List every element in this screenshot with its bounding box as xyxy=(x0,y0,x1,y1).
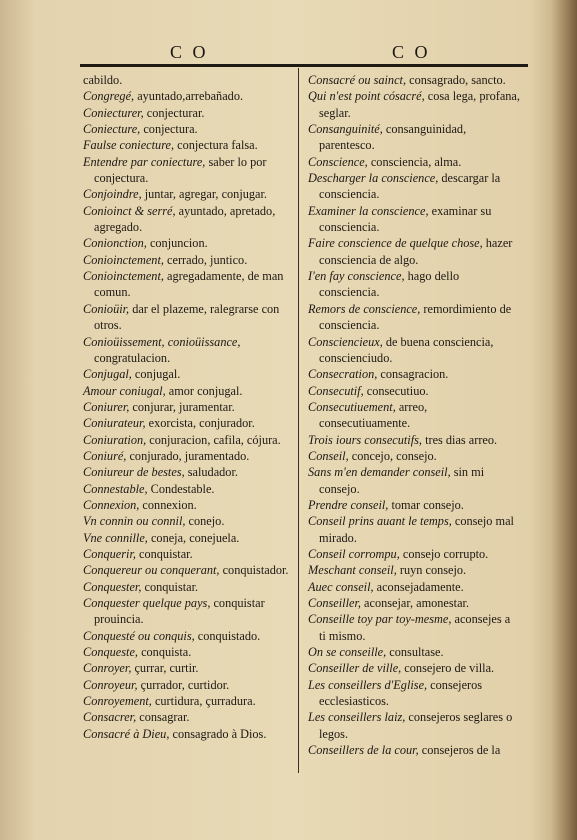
dictionary-entry xyxy=(83,595,295,628)
entry-translation: Condestable. xyxy=(147,481,215,496)
entry-headword: Conquester quelque pays, xyxy=(83,596,211,610)
entry-headword: Amour coniugal, xyxy=(83,383,166,398)
dictionary-entry xyxy=(83,726,295,742)
entry-translation: consejero de villa. xyxy=(401,661,495,676)
entry-translation: congratulacion. xyxy=(94,350,171,365)
dictionary-entry xyxy=(83,644,295,660)
page-spine-shadow xyxy=(551,0,577,840)
dictionary-entry xyxy=(83,186,295,202)
entry-translation: conquista. xyxy=(138,645,192,660)
entry-headword: Remors de conscience, xyxy=(308,301,421,316)
entry-translation: examinar su consciencia. xyxy=(319,203,492,235)
entry-headword: Vn connin ou connil, xyxy=(83,514,186,529)
entry-headword: Coniurer, xyxy=(83,399,130,414)
dictionary-entry xyxy=(308,154,520,170)
entry-headword: Conseillers de la cour, xyxy=(308,743,419,758)
entry-headword: Conseil corrompu, xyxy=(308,546,400,561)
entry-translation: aconsejar, amonestar. xyxy=(360,596,470,610)
dictionary-entry xyxy=(83,301,295,334)
dictionary-entry xyxy=(83,366,295,382)
entry-headword: Conscience, xyxy=(308,154,368,169)
entry-translation: consagrado, sancto. xyxy=(406,73,506,87)
entry-headword: Conseille toy par toy-mesme, xyxy=(308,612,452,627)
entry-headword: Coniurateur, xyxy=(83,416,146,431)
entry-headword: Connestable, xyxy=(83,481,148,496)
entry-translation: juntar, agregar, conjugar. xyxy=(141,187,267,202)
dictionary-entry xyxy=(308,546,520,562)
dictionary-entry xyxy=(308,611,520,644)
entry-headword: Meschant conseil, xyxy=(308,563,397,578)
entry-headword: Conioinctement, xyxy=(83,252,164,267)
entry-translation: aconsejadamente. xyxy=(373,579,464,594)
entry-translation: conjecturar. xyxy=(143,105,205,120)
dictionary-entry xyxy=(308,464,520,497)
dictionary-entry xyxy=(308,644,520,660)
entry-translation: consciencia, alma. xyxy=(367,154,462,169)
dictionary-entry xyxy=(83,399,295,415)
entry-headword: Entendre par coniecture, xyxy=(83,154,206,169)
dictionary-entry xyxy=(83,579,295,595)
entry-translation: conquistador. xyxy=(219,563,289,578)
entry-headword: Consecutiuement, xyxy=(308,399,396,414)
dictionary-entry xyxy=(83,481,295,497)
entry-translation: curtidura, çurradura. xyxy=(151,694,256,709)
entry-translation: cosa lega, profana, seglar. xyxy=(319,89,520,120)
entry-translation: consejeros seglares o legos. xyxy=(319,710,513,741)
column-divider xyxy=(298,68,299,773)
entry-translation: consanguinidad, parentesco. xyxy=(319,122,467,153)
entry-headword: Conjoindre, xyxy=(83,187,142,202)
entry-headword: Conqueste, xyxy=(83,645,138,660)
entry-headword: Conioüir, xyxy=(83,301,130,316)
entry-headword: Coniureur de bestes, xyxy=(83,465,185,480)
entry-headword: Conroyeur, xyxy=(83,677,138,692)
entry-headword: Auec conseil, xyxy=(308,579,374,594)
entry-headword: Trois iours consecutifs, xyxy=(308,432,422,447)
entry-translation: conquistado. xyxy=(194,628,261,643)
dictionary-entry xyxy=(308,383,520,399)
dictionary-entry xyxy=(308,448,520,464)
entry-translation: connexion. xyxy=(139,497,197,512)
entry-translation: consagrar. xyxy=(136,710,190,725)
entry-headword: Vne connille, xyxy=(83,530,148,545)
dictionary-entry xyxy=(83,432,295,448)
entry-headword: Faulse coniecture, xyxy=(83,138,175,153)
running-head-right: C O xyxy=(392,42,431,62)
dictionary-entry xyxy=(308,595,520,611)
dictionary-entry xyxy=(308,432,520,448)
entry-translation: conquistar prouincia. xyxy=(94,596,265,627)
dictionary-entry xyxy=(308,399,520,432)
entry-translation: conjuracion, cafila, cójura. xyxy=(146,432,281,447)
entry-headword: Conseil, xyxy=(308,448,349,463)
entry-translation: consecutiuo. xyxy=(363,383,429,398)
entry-headword: Consacrer, xyxy=(83,710,137,725)
dictionary-entry xyxy=(308,170,520,203)
dictionary-entry xyxy=(83,252,295,268)
dictionary-entry xyxy=(308,88,520,121)
entry-headword: Conquereur ou conquerant, xyxy=(83,563,220,578)
entry-translation: consagrado à Dios. xyxy=(169,726,267,741)
dictionary-entry xyxy=(83,448,295,464)
entry-headword: Prendre conseil, xyxy=(308,497,389,512)
entry-translation: consejo corrupto. xyxy=(399,546,489,561)
right-column xyxy=(308,72,520,758)
dictionary-entry xyxy=(83,334,295,367)
entry-headword: Consacré à Dieu, xyxy=(83,726,170,741)
entry-headword: Conroyement, xyxy=(83,694,152,709)
entry-headword: Connexion, xyxy=(83,497,140,512)
dictionary-entry xyxy=(83,383,295,399)
entry-translation: conjuncion. xyxy=(146,236,208,251)
entry-translation: coneja, conejuela. xyxy=(147,530,240,545)
dictionary-entry xyxy=(308,497,520,513)
entry-headword: On se conseille, xyxy=(308,645,387,660)
entry-translation: ayuntado, apretado, agregado. xyxy=(94,203,276,235)
entry-headword: I'en fay conscience, xyxy=(308,269,405,284)
entry-translation: remordimiento de consciencia. xyxy=(319,301,512,333)
entry-translation: conquistar. xyxy=(141,579,199,594)
dictionary-entry xyxy=(308,742,520,758)
entry-headword: Coniuration, xyxy=(83,432,147,447)
dictionary-entry xyxy=(83,137,295,153)
entry-translation: çurrar, curtir. xyxy=(131,661,199,676)
entry-headword: Faire conscience de quelque chose, xyxy=(308,236,483,251)
dictionary-entry xyxy=(308,660,520,676)
header-rule xyxy=(80,64,528,67)
entry-translation: sin mi consejo. xyxy=(319,465,485,496)
entry-headword: Coniuré, xyxy=(83,448,127,463)
dictionary-entry xyxy=(83,693,295,709)
dictionary-entry xyxy=(83,513,295,529)
entry-headword: Conioinct & serré, xyxy=(83,203,176,218)
dictionary-entry xyxy=(83,562,295,578)
running-head-left: C O xyxy=(170,42,209,62)
dictionary-entry xyxy=(83,121,295,137)
entry-translation: conjurar, juramentar. xyxy=(129,399,235,414)
dictionary-entry xyxy=(308,121,520,154)
entry-headword: Conseil prins auant le temps, xyxy=(308,514,452,529)
entry-headword: Conroyer, xyxy=(83,661,132,676)
dictionary-entry xyxy=(308,513,520,546)
entry-headword: Descharger la conscience, xyxy=(308,171,439,186)
dictionary-entry xyxy=(308,235,520,268)
dictionary-entry xyxy=(308,579,520,595)
entry-headword: Consacré ou sainct, xyxy=(308,73,407,87)
entry-translation: çurrador, curtidor. xyxy=(137,677,230,692)
entry-translation: amor conjugal. xyxy=(165,383,243,398)
left-column xyxy=(83,72,295,742)
entry-translation: conjurado, juramentado. xyxy=(126,448,250,463)
entry-translation: consagracion. xyxy=(377,367,449,382)
entry-headword: Conseiller, xyxy=(308,596,361,610)
dictionary-entry xyxy=(83,105,295,121)
dictionary-entry xyxy=(83,88,295,104)
dictionary-entry xyxy=(83,415,295,431)
dictionary-entry xyxy=(308,562,520,578)
entry-translation: cerrado, juntico. xyxy=(163,252,248,267)
dictionary-entry xyxy=(308,366,520,382)
entry-headword: Examiner la conscience, xyxy=(308,203,429,218)
entry-headword: Congregé, xyxy=(83,89,135,104)
dictionary-entry xyxy=(83,530,295,546)
dictionary-entry xyxy=(308,709,520,742)
entry-translation: conejo. xyxy=(185,514,225,529)
entry-translation: conjugal. xyxy=(131,367,181,382)
entry-headword: Conioüissement, conioüissance, xyxy=(83,334,241,349)
entry-translation: ruyn consejo. xyxy=(396,563,467,578)
entry-translation: ayuntado,arrebañado. xyxy=(134,89,244,104)
dictionary-entry xyxy=(83,497,295,513)
entry-translation: consultase. xyxy=(386,645,444,660)
entry-headword: Qui n'est point cósacré, xyxy=(308,89,425,104)
entry-translation: aconsejes a ti mismo. xyxy=(319,612,511,643)
entry-headword: Consciencieux, xyxy=(308,334,383,349)
dictionary-entry xyxy=(308,72,520,88)
dictionary-entry xyxy=(83,72,295,88)
entry-translation: conjectura. xyxy=(140,122,198,137)
entry-translation: de buena consciencia, conscienciudo. xyxy=(319,334,494,365)
entry-translation: hago dello consciencia. xyxy=(319,269,460,300)
dictionary-entry xyxy=(83,268,295,301)
entry-translation: concejo, consejo. xyxy=(348,448,437,463)
entry-translation: conjectura falsa. xyxy=(174,138,258,153)
entry-headword: Conjugal, xyxy=(83,367,132,382)
dictionary-entry xyxy=(308,203,520,236)
entry-headword: Sans m'en demander conseil, xyxy=(308,465,451,480)
dictionary-entry xyxy=(308,677,520,710)
dictionary-entry xyxy=(83,546,295,562)
dictionary-entry xyxy=(83,235,295,251)
entry-translation: descargar la consciencia. xyxy=(319,171,501,202)
entry-headword: Consecration, xyxy=(308,367,378,382)
entry-headword: Consecutif, xyxy=(308,383,364,398)
entry-translation: saludador. xyxy=(184,465,238,480)
entry-translation: tomar consejo. xyxy=(388,497,464,512)
entry-headword: Les conseillers d'Eglise, xyxy=(308,677,428,692)
entry-headword: Consanguinité, xyxy=(308,122,383,137)
entry-translation: dar el plazeme, ralegrarse con otros. xyxy=(94,301,280,333)
entry-headword: Coniecture, xyxy=(83,122,141,137)
dictionary-entry xyxy=(83,677,295,693)
dictionary-entry xyxy=(308,301,520,334)
entry-headword: Conionction, xyxy=(83,236,147,251)
entry-translation: agregadamente, de man comun. xyxy=(94,269,284,300)
entry-headword: Conquester, xyxy=(83,579,142,594)
entry-headword: Les conseillers laiz, xyxy=(308,710,406,725)
dictionary-entry xyxy=(83,628,295,644)
entry-headword: Conioinctement, xyxy=(83,269,164,284)
entry-translation: hazer consciencia de algo. xyxy=(319,236,513,267)
entry-translation: consejo mal mirado. xyxy=(319,514,514,545)
entry-translation: conquistar. xyxy=(135,546,193,561)
entry-translation: cabildo. xyxy=(83,73,123,87)
dictionary-entry xyxy=(83,709,295,725)
entry-translation: tres dias arreo. xyxy=(422,432,498,447)
entry-headword: Coniecturer, xyxy=(83,105,144,120)
entry-translation: arreo, consecutiuamente. xyxy=(319,399,428,431)
dictionary-entry xyxy=(308,334,520,367)
dictionary-entry xyxy=(83,203,295,236)
entry-headword: Conquerir, xyxy=(83,546,136,561)
entry-headword: Conquesté ou conquis, xyxy=(83,628,195,643)
dictionary-entry xyxy=(83,660,295,676)
entry-headword: Conseiller de ville, xyxy=(308,661,402,676)
dictionary-entry xyxy=(83,464,295,480)
entry-translation: saber lo por conjectura. xyxy=(94,154,267,186)
entry-translation: consejeros ecclesiasticos. xyxy=(319,677,483,709)
entry-translation: consejeros de la xyxy=(418,743,501,758)
dictionary-entry xyxy=(83,154,295,187)
entry-translation: exorcista, conjurador. xyxy=(145,416,255,431)
dictionary-entry xyxy=(308,268,520,301)
